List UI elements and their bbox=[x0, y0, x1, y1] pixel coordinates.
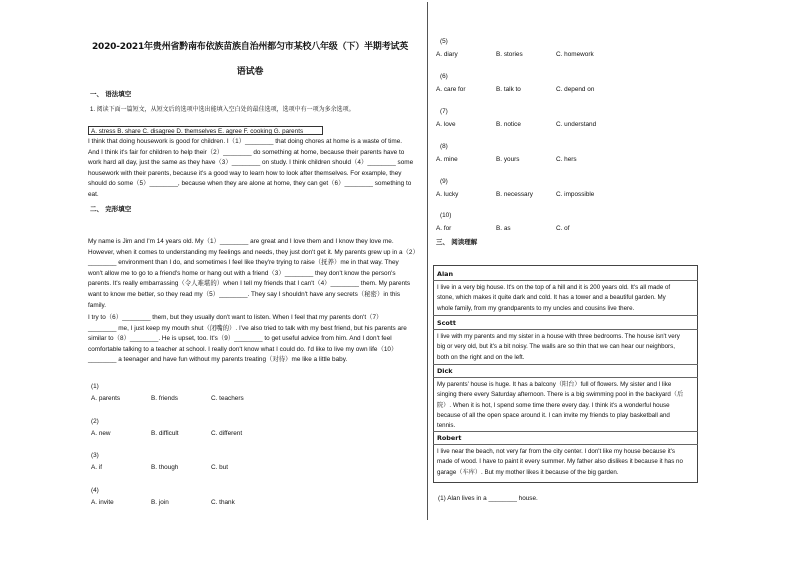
text-line: garage（车库）. But my mother likes it because of the big garden. bbox=[437, 468, 619, 476]
box-text-dick bbox=[437, 380, 693, 431]
text-line: tennis. bbox=[437, 422, 456, 430]
option-a[interactable]: A. for bbox=[436, 225, 452, 232]
box-text-robert bbox=[437, 447, 693, 478]
option-b[interactable]: B. though bbox=[151, 464, 179, 471]
text-line: big or very old, but it's a bit noisy. The walls are so thin that we can hear our neighbors, bbox=[437, 343, 675, 351]
passage-line: want to know me better, so they read my（5）________. They say I shouldn't have any secrets（秘密）in this bbox=[88, 290, 401, 298]
text-line: I live near the beach, not very far from the city center. I don't like my house because it's bbox=[437, 448, 675, 455]
exam-title bbox=[80, 34, 420, 85]
divider bbox=[433, 329, 698, 330]
section-2-passage-1 bbox=[88, 237, 428, 311]
section-1-passage bbox=[88, 137, 428, 201]
divider bbox=[433, 280, 698, 281]
question-number: (4) bbox=[91, 487, 99, 494]
text-line: because of all the open space around it. I can invite my friends to play basketball and bbox=[437, 411, 670, 419]
text-line: stone, which makes it quite dark and cold. It has a tower and a beautiful garden. My bbox=[437, 294, 666, 302]
section-2-heading: 二、 完形填空 bbox=[90, 205, 132, 213]
option-a[interactable]: A. lucky bbox=[436, 191, 459, 198]
option-b[interactable]: B. talk to bbox=[496, 86, 521, 93]
option-b[interactable]: B. as bbox=[496, 225, 511, 232]
text-line: singing there every Saturday afternoon. There is a big swimming pool in the backyard（后 bbox=[437, 391, 684, 399]
option-c[interactable]: C. understand bbox=[556, 121, 597, 128]
question-number: (6) bbox=[440, 73, 448, 80]
option-c[interactable]: C. of bbox=[556, 225, 570, 232]
passage-line: work hard all day, just the same as they have（3）________ on study. I think children should（4）________ some bbox=[88, 159, 414, 167]
passage-line: I try to（6）________ them, but they usually don't want to listen. When I feel that my parents don't（7） bbox=[88, 314, 383, 321]
text-line: whole family, from my grandparents to my uncles and cousins live there. bbox=[437, 304, 635, 312]
option-c[interactable]: C. teachers bbox=[211, 395, 244, 402]
divider bbox=[433, 431, 698, 432]
divider bbox=[433, 444, 698, 445]
word-choice-box: A. stress B. share C. disagree D. themselves E. agree F. cooking G. parents bbox=[88, 126, 323, 135]
text-line: My parents' house is huge. It has a balcony（阳台）full of flowers. My sister and I like bbox=[437, 381, 672, 388]
text-line: 院）. When it is hot, I spend some time there every day. I think it's a wonderful house bbox=[437, 401, 670, 409]
passage-line: eat. bbox=[88, 190, 99, 198]
option-a[interactable]: A. care for bbox=[436, 86, 466, 93]
reading-question-1: (1) Alan lives in a ________ house. bbox=[438, 495, 538, 502]
option-b[interactable]: B. notice bbox=[496, 121, 521, 128]
box-text-alan bbox=[437, 283, 693, 314]
option-a[interactable]: A. new bbox=[91, 430, 111, 437]
question-number: (7) bbox=[440, 108, 448, 115]
passage-line: housework with their parents, because it's a good way to learn how to look after themselves. For example, they bbox=[88, 169, 402, 177]
passage-line: should do some（5）________, because when they are alone at home, they can get（6）________ something to bbox=[88, 180, 412, 188]
divider bbox=[433, 364, 698, 365]
question-number: (1) bbox=[91, 383, 99, 390]
passage-line: comfortable talking to a teacher at school. I really don't know what I could do. I'd like to live my own life（10） bbox=[88, 345, 398, 353]
passage-line: ________ me, I just keep my mouth shut（闭嘴的）. I've also tried to talk with my best friend, but his parents are bbox=[88, 324, 407, 332]
text-line: made of wood. I have to paint it every summer. My father also dislikes it because it has no bbox=[437, 458, 683, 466]
option-a[interactable]: A. if bbox=[91, 464, 103, 471]
passage-line: However, when it comes to understanding my feelings and needs, they just don't get it. My parents grew up in a（2） bbox=[88, 248, 419, 256]
passage-line: My name is Jim and I'm 14 years old. My（1）________ are great and I love them and I know they love me. bbox=[88, 238, 394, 245]
question-number: (3) bbox=[91, 452, 99, 459]
box-name-robert: Robert bbox=[437, 434, 462, 442]
option-b[interactable]: B. necessary bbox=[496, 191, 533, 198]
option-c[interactable]: C. depend on bbox=[556, 86, 595, 93]
passage-line: won't allow me to go to a friend's home or hang out with a friend（3）________ they don't know the person's bbox=[88, 269, 396, 277]
text-line: I live with my parents and my sister in a house with three bedrooms. The house isn't very bbox=[437, 333, 680, 340]
box-name-dick: Dick bbox=[437, 367, 453, 375]
divider bbox=[433, 315, 698, 316]
passage-line: similar to（8）________. He is upset, too. It's（9）________ to get useful advice from him. And I don't feel bbox=[88, 335, 392, 343]
passage-line: parents. It's really embarrassing（令人难堪的）when I tell my friends that I can't（4）________ them. My parents bbox=[88, 280, 411, 288]
option-c[interactable]: C. impossible bbox=[556, 191, 595, 198]
option-c[interactable]: C. thank bbox=[211, 499, 235, 506]
option-c[interactable]: C. homework bbox=[556, 51, 594, 58]
option-a[interactable]: A. love bbox=[436, 121, 456, 128]
option-c[interactable]: C. hers bbox=[556, 156, 577, 163]
option-c[interactable]: C. different bbox=[211, 430, 243, 437]
option-a[interactable]: A. diary bbox=[436, 51, 458, 58]
passage-line: family. bbox=[88, 301, 106, 309]
section-2-passage-2 bbox=[88, 313, 428, 366]
passage-line: ________ a teenager and have fun without my parents treating（对待）me like a little baby. bbox=[88, 356, 348, 364]
option-a[interactable]: A. invite bbox=[91, 499, 114, 506]
passage-line: And I think it's fair for children to help their（2）________ do something at home, because their parents have to bbox=[88, 148, 405, 156]
passage-line: ________ environment than I do, and sometimes I feel like they're trying to raise（抚养）me in that way. They bbox=[88, 259, 399, 267]
question-number: (2) bbox=[91, 418, 99, 425]
box-name-alan: Alan bbox=[437, 270, 453, 278]
title-line-1: 2020-2021年贵州省黔南布依族苗族自治州都匀市某校八年级（下）半期考试英 bbox=[91, 42, 409, 52]
text-line: both on the right and on the left. bbox=[437, 353, 525, 361]
question-number: (8) bbox=[440, 143, 448, 150]
divider bbox=[433, 377, 698, 378]
text-line: I live in a very big house. It's on the top of a hill and it is 200 years old. It's all made of bbox=[437, 284, 671, 291]
box-text-scott bbox=[437, 332, 693, 363]
question-number: (5) bbox=[440, 38, 448, 45]
question-number: (9) bbox=[440, 178, 448, 185]
title-line-2: 语试卷 bbox=[236, 67, 264, 77]
passage-line: I think that doing housework is good for children. I（1）________ that doing chores at home is a waste of time. bbox=[88, 138, 403, 145]
option-b[interactable]: B. friends bbox=[151, 395, 178, 402]
section-1-instruction: 1. 阅读下面一篇短文，从短文后的选项中选出能填入空白处的最佳选项，选项中有一项为多余选项。 bbox=[90, 107, 355, 113]
option-b[interactable]: B. difficult bbox=[151, 430, 179, 437]
box-name-scott: Scott bbox=[437, 319, 456, 327]
option-b[interactable]: B. yours bbox=[496, 156, 520, 163]
option-c[interactable]: C. but bbox=[211, 464, 229, 471]
section-1-heading: 一、 语法填空 bbox=[90, 90, 132, 98]
option-a[interactable]: A. mine bbox=[436, 156, 458, 163]
option-b[interactable]: B. stories bbox=[496, 51, 523, 58]
option-b[interactable]: B. join bbox=[151, 499, 169, 506]
section-3-heading: 三、 阅读理解 bbox=[436, 238, 478, 246]
question-number: (10) bbox=[440, 212, 452, 219]
option-a[interactable]: A. parents bbox=[91, 395, 121, 402]
